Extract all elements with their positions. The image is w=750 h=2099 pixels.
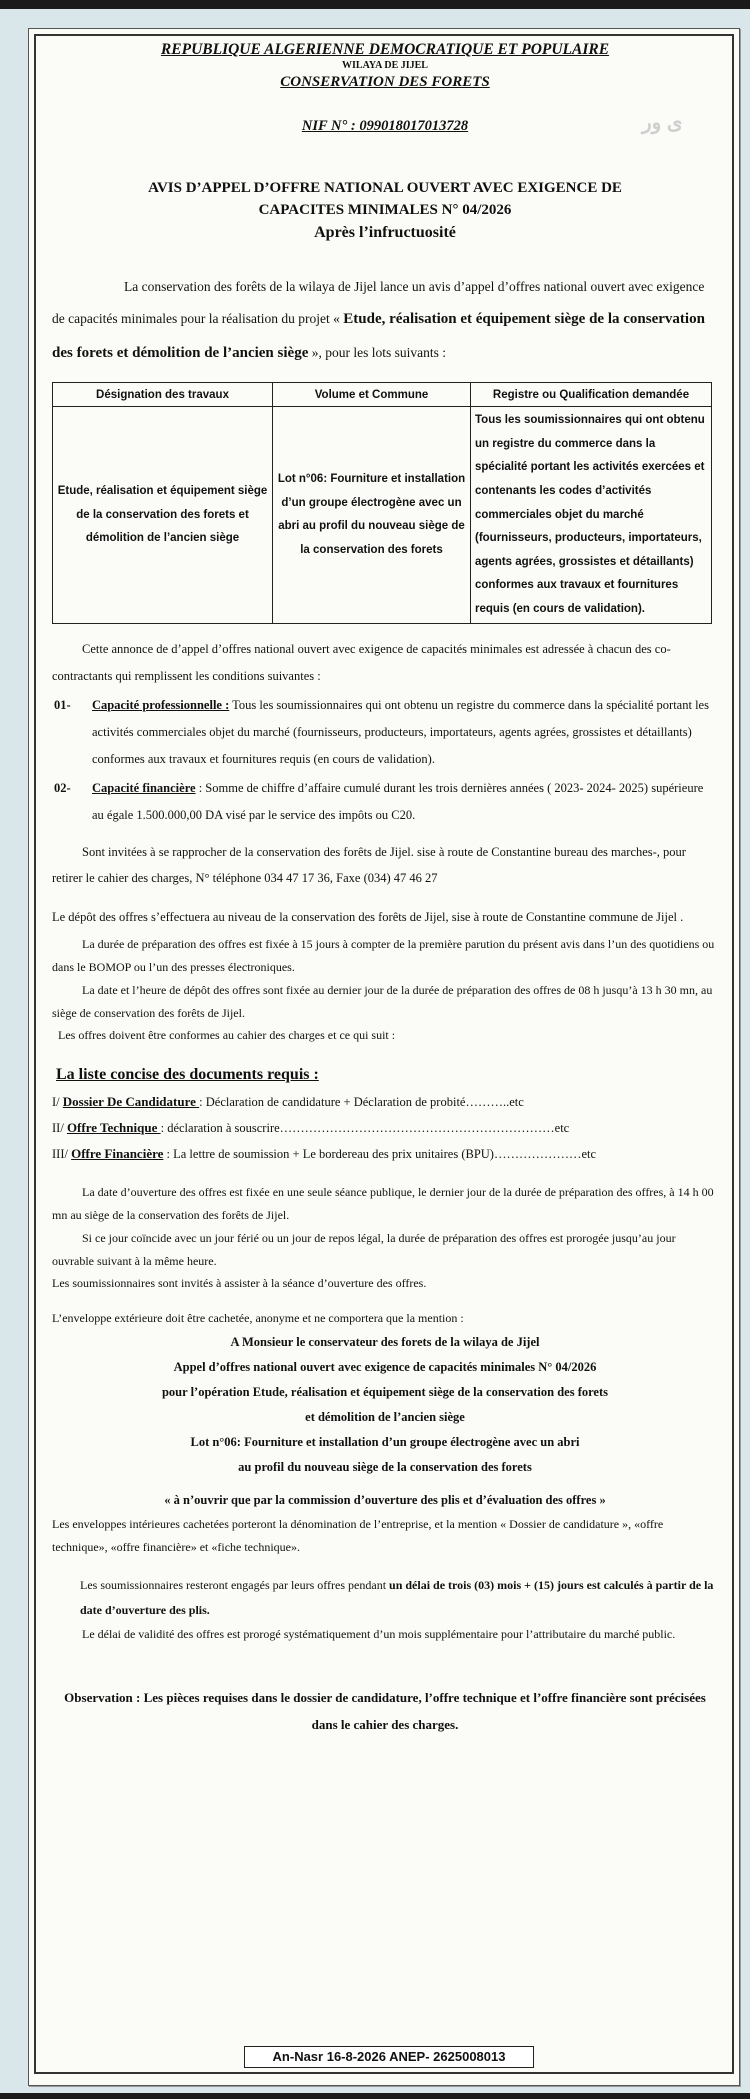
doc-item-2 xyxy=(52,1115,718,1141)
docs-title: La liste concise des documents requis : xyxy=(56,1066,319,1084)
doc-label: Offre Technique xyxy=(66,1120,161,1136)
ferie-paragraph: Si ce jour coïncide avec un jour férié ou un jour de repos légal, la durée de préparation des offres est prorogée jusqu’au jour ouvrable suivant à la même heure. xyxy=(52,1230,676,1268)
mention-line: A Monsieur le conservateur des forets de la wilaya de Jijel xyxy=(230,1334,540,1349)
conditions-intro: Cette annonce de d’appel d’offres national ouvert avec exigence de capacités minimales est adressée à chacun des co- contractants qui remplissent les conditions suivantes : xyxy=(52,642,671,684)
intro-text-start: La conservation des forêts de la wilaya de Jijel lance un avis d’appel d’offres national ouvert avec exigence de capacités minimales pour la réalisation du projet « xyxy=(52,279,705,326)
cell-volume: Lot n°06: Fourniture et installation d’un groupe électrogène avec un abri au profil du nouveau siège de la conservation des forets xyxy=(273,407,471,624)
republic-title: REPUBLIQUE ALGERIENNE DEMOCRATIQUE ET POPULAIRE xyxy=(160,41,610,58)
depot-paragraph: Le dépôt des offres s’effectuera au niveau de la conservation des forêts de Jijel, sise à route de Constantine commune de Jijel . xyxy=(52,910,684,925)
condition-number: 01- xyxy=(54,698,71,713)
intro-paragraph xyxy=(52,272,718,370)
doc-label: Dossier De Candidature xyxy=(62,1094,200,1110)
condition-label: Capacité professionnelle : xyxy=(92,698,230,713)
doc-number: III/ xyxy=(52,1147,68,1162)
mention-line: et démolition de l’ancien siège xyxy=(305,1409,465,1424)
avis-line-3: Après l’infructuosité xyxy=(314,224,456,242)
table-header-row xyxy=(53,383,712,407)
notice-content xyxy=(52,40,718,1738)
ouverture-paragraph: La date d’ouverture des offres est fixée en une seule séance publique, le dernier jour de la durée de préparation des offres, à 14 h 00 mn au siège de la conservation des forêts de Jijel. xyxy=(52,1185,714,1222)
doc-number: I/ xyxy=(52,1095,60,1110)
engages-delay: un délai de trois (03) mois + (15) jours est calculés à partir de la date d’ouverture des plis. xyxy=(80,1577,714,1617)
avis-line-2: CAPACITES MINIMALES N° 04/2026 xyxy=(258,201,512,218)
condition-item-1 xyxy=(52,692,718,773)
invite-paragraph: Sont invitées à se rapprocher de la conservation des forêts de Jijel. sise à route de Constantine bureau des marches-, pour retirer le cahier des charges, N° téléphone 034 47 17 36, Faxe (034) 47 46 27 xyxy=(52,844,686,886)
conformes-paragraph: Les offres doivent être conformes au cahier des charges et ce qui suit : xyxy=(58,1028,396,1043)
enveloppe-paragraph: L’enveloppe extérieure doit être cachetée, anonyme et ne comportera que la mention : xyxy=(52,1311,464,1326)
bleed-through-text: ی ور xyxy=(642,112,683,134)
lots-table xyxy=(52,382,712,624)
condition-number: 02- xyxy=(54,780,71,795)
nif-number: NIF N° : 099018017013728 xyxy=(301,118,469,135)
top-border-bar xyxy=(0,0,750,9)
doc-text: : déclaration à souscrire…………………………………………………………etc xyxy=(160,1121,570,1136)
intro-text-end: », pour les lots suivants : xyxy=(308,344,446,360)
interieures-paragraph: Les enveloppes intérieures cachetées porteront la dénomination de l’entreprise, et la mention « Dossier de candidature », «offre technique», «offre financière» et «fiche technique». xyxy=(52,1516,664,1554)
table-header-volume: Volume et Commune xyxy=(273,383,471,407)
bottom-border-bar xyxy=(0,2093,750,2099)
conditions-section xyxy=(52,636,718,828)
duree-paragraph: La durée de préparation des offres est fixée à 15 jours à compter de la première parution du présent avis dans l’un des quotidiens ou dans le BOMOP ou l’un des presses électroniques. xyxy=(52,937,715,974)
avis-line-1: AVIS D’APPEL D’OFFRE NATIONAL OUVERT AVEC EXIGENCE DE xyxy=(148,179,622,196)
condition-item-2 xyxy=(52,775,718,829)
date-depot-paragraph: La date et l’heure de dépôt des offres sont fixée au dernier jour de la durée de préparation des offres de 08 h jusqu’à 13 h 30 mn, au siège de conservation des forêts de Jijel. xyxy=(52,982,713,1020)
mention-line: pour l’opération Etude, réalisation et équipement siège de la conservation des forets xyxy=(161,1384,609,1399)
cell-registre: Tous les soumissionnaires qui ont obtenu un registre du commerce dans la spécialité portant les activités exercées et contenants les codes d’activités commerciales objet du marché (fournisseurs, producteurs, importateurs, agents agrées, grossistes et détaillants) conformes aux travaux et fournitures requis (en cours de validation). xyxy=(471,407,712,624)
invites-seance-paragraph: Les soumissionnaires sont invités à assister à la séance d’ouverture des offres. xyxy=(52,1276,427,1291)
engages-text: Les soumissionnaires resteront engagés par leurs offres pendant xyxy=(80,1577,390,1592)
condition-text: : Somme de chiffre d’affaire cumulé durant les trois dernières années ( 2023- 2024- 2025) supérieure au égale 1.500.000,00 DA visé par le service des impôts ou C20. xyxy=(92,780,704,822)
mention-line: Lot n°06: Fourniture et installation d’un groupe électrogène avec un abri xyxy=(190,1434,580,1449)
mention-line: au profil du nouveau siège de la conservation des forets xyxy=(238,1459,532,1474)
table-header-designation: Désignation des travaux xyxy=(53,383,273,407)
engages-paragraph xyxy=(52,1573,718,1623)
doc-text: : La lettre de soumission + Le bordereau des prix unitaires (BPU)…………………etc xyxy=(163,1147,597,1162)
mention-line: Appel d’offres national ouvert avec exigence de capacités minimales N° 04/2026 xyxy=(173,1359,597,1374)
validite-paragraph: Le délai de validité des offres est prorogé systématiquement d’un mois supplémentaire pour l’attributaire du marché public. xyxy=(82,1626,676,1641)
condition-label: Capacité financière xyxy=(92,780,196,795)
doc-text: : Déclaration de candidature + Déclaration de probité………..etc xyxy=(199,1095,524,1110)
observation-paragraph: Observation : Les pièces requises dans le dossier de candidature, l’offre technique et l’offre financière sont précisées dans le cahier des charges. xyxy=(64,1689,706,1732)
wilaya-title: WILAYA DE JIJEL xyxy=(342,60,428,72)
doc-number: II/ xyxy=(52,1121,64,1136)
enveloppe-mention xyxy=(52,1330,718,1480)
avis-title xyxy=(52,178,718,245)
condition-text: Tous les soumissionnaires qui ont obtenu un registre du commerce dans la spécialité portant les activités commerciales objet du marché (fournisseurs, producteurs, importateurs, agents agrées, grossistes et détaillants) conformes aux travaux et fournitures requis (en cours de validation). xyxy=(92,698,709,766)
doc-item-3 xyxy=(52,1141,718,1167)
publication-reference: An-Nasr 16-8-2026 ANEP- 2625008013 xyxy=(244,2046,534,2068)
table-header-registre: Registre ou Qualification demandée xyxy=(471,383,712,407)
doc-label: Offre Financière xyxy=(71,1146,164,1162)
a-nouvrir-mention: « à n’ouvrir que par la commission d’ouverture des plis et d’évaluation des offres » xyxy=(164,1492,606,1507)
intro-text xyxy=(52,272,718,370)
conservation-title: CONSERVATION DES FORETS xyxy=(280,74,490,91)
table-row xyxy=(53,407,712,624)
cell-designation: Etude, réalisation et équipement siège de la conservation des forets et démolition de l’ancien siège xyxy=(53,407,273,624)
project-name: Etude, réalisation et équipement siège de la conservation des forets et démolition de l’ancien siège xyxy=(52,310,705,361)
doc-item-1 xyxy=(52,1089,718,1115)
